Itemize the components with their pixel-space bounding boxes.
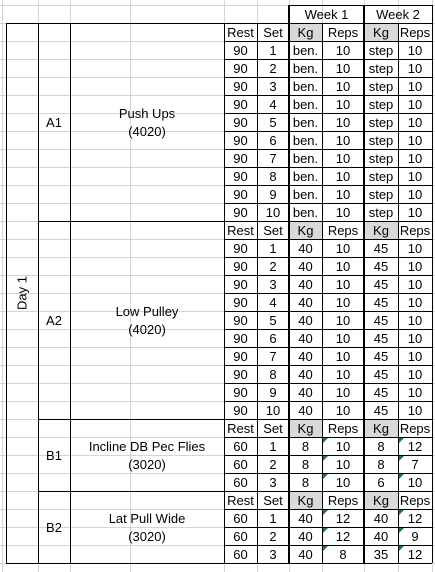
header-reps-week1: Reps bbox=[327, 420, 359, 436]
cell-border bbox=[224, 41, 432, 42]
reps-week2: 10 bbox=[407, 240, 423, 256]
kg-week2: 45 bbox=[373, 384, 389, 400]
kg-week1: 40 bbox=[298, 294, 313, 310]
reps-week1: 10 bbox=[335, 78, 351, 94]
reps-week2: 10 bbox=[407, 60, 423, 76]
kg-week1: ben. bbox=[292, 60, 319, 76]
header-set: Set bbox=[263, 222, 283, 238]
cell-note-marker bbox=[323, 456, 328, 461]
reps-week2: 10 bbox=[407, 204, 423, 220]
reps-week2: 12 bbox=[407, 546, 423, 562]
cell-note-marker bbox=[323, 438, 328, 443]
cell-note-marker bbox=[399, 528, 404, 533]
reps-week2: 10 bbox=[407, 96, 423, 112]
cell-border bbox=[322, 23, 323, 563]
cell-border bbox=[224, 77, 432, 78]
rest-value: 90 bbox=[233, 186, 248, 202]
set-number: 1 bbox=[269, 438, 277, 454]
cell-border bbox=[70, 23, 71, 563]
reps-week1: 10 bbox=[335, 294, 351, 310]
kg-week2: step bbox=[368, 114, 394, 130]
rest-value: 90 bbox=[233, 330, 248, 346]
reps-week1: 10 bbox=[335, 114, 351, 130]
kg-week1: 40 bbox=[298, 276, 313, 292]
rest-value: 90 bbox=[233, 114, 248, 130]
set-number: 4 bbox=[269, 294, 277, 310]
header-reps-week1: Reps bbox=[327, 222, 359, 238]
header-kg-week1: Kg bbox=[297, 420, 314, 436]
exercise-tempo: (3020) bbox=[128, 456, 166, 472]
rest-value: 60 bbox=[233, 510, 248, 526]
reps-week1: 10 bbox=[335, 258, 351, 274]
reps-week2: 10 bbox=[407, 348, 423, 364]
cell-border bbox=[432, 5, 433, 23]
reps-week1: 12 bbox=[335, 528, 351, 544]
set-number: 3 bbox=[269, 474, 277, 490]
kg-week1: ben. bbox=[292, 114, 319, 130]
kg-week2: 45 bbox=[373, 348, 389, 364]
rest-value: 90 bbox=[233, 168, 248, 184]
kg-week1: ben. bbox=[292, 132, 319, 148]
reps-week2: 10 bbox=[407, 186, 423, 202]
reps-week2: 10 bbox=[407, 384, 423, 400]
reps-week2: 10 bbox=[407, 258, 423, 274]
exercise-code: B1 bbox=[46, 447, 62, 463]
cell-border bbox=[70, 23, 224, 24]
header-rest: Rest bbox=[227, 492, 254, 508]
set-number: 1 bbox=[269, 510, 277, 526]
set-number: 1 bbox=[269, 240, 277, 256]
reps-week1: 10 bbox=[335, 384, 351, 400]
cell-border bbox=[224, 167, 432, 168]
cell-border bbox=[289, 23, 290, 563]
exercise-tempo: (4020) bbox=[128, 321, 166, 337]
rest-value: 90 bbox=[233, 96, 248, 112]
set-number: 7 bbox=[269, 150, 277, 166]
reps-week1: 10 bbox=[335, 150, 351, 166]
kg-week1: ben. bbox=[292, 186, 319, 202]
set-number: 9 bbox=[269, 186, 277, 202]
rest-value: 90 bbox=[233, 348, 248, 364]
cell-border bbox=[432, 23, 433, 563]
kg-week2: 45 bbox=[373, 276, 389, 292]
set-number: 10 bbox=[265, 204, 281, 220]
header-kg-week2: Kg bbox=[373, 24, 389, 40]
week-header-2: Week 2 bbox=[376, 6, 420, 22]
kg-week1: 40 bbox=[298, 258, 313, 274]
cell-note-marker bbox=[399, 438, 404, 443]
kg-week2: 45 bbox=[373, 402, 389, 418]
cell-border bbox=[224, 113, 432, 114]
set-number: 10 bbox=[265, 402, 281, 418]
kg-week1: 40 bbox=[298, 330, 313, 346]
kg-week1: ben. bbox=[292, 78, 319, 94]
cell-border bbox=[224, 311, 432, 312]
reps-week2: 10 bbox=[407, 366, 423, 382]
kg-week1: ben. bbox=[292, 42, 319, 58]
set-number: 2 bbox=[269, 60, 277, 76]
week-header-1: Week 1 bbox=[304, 6, 349, 22]
cell-border bbox=[398, 23, 399, 563]
reps-week2: 10 bbox=[407, 402, 423, 418]
cell-border bbox=[224, 365, 432, 366]
set-number: 3 bbox=[269, 78, 277, 94]
exercise-tempo: (3020) bbox=[128, 528, 166, 544]
header-kg-week2: Kg bbox=[373, 420, 389, 436]
rest-value: 60 bbox=[233, 438, 248, 454]
kg-week2: 45 bbox=[373, 366, 389, 382]
cell-border bbox=[363, 5, 364, 563]
header-kg-week1: Kg bbox=[297, 24, 314, 40]
reps-week1: 10 bbox=[335, 96, 351, 112]
cell-border bbox=[257, 23, 258, 563]
exercise-name: Low Pulley bbox=[115, 303, 179, 319]
reps-week1: 10 bbox=[335, 132, 351, 148]
exercise-name: Push Ups bbox=[118, 105, 176, 121]
kg-week1: 40 bbox=[298, 312, 313, 328]
header-set: Set bbox=[263, 420, 283, 436]
cell-border bbox=[70, 221, 224, 222]
rest-value: 90 bbox=[233, 294, 248, 310]
reps-week1: 10 bbox=[335, 168, 351, 184]
cell-border bbox=[224, 239, 432, 240]
kg-week1: 40 bbox=[298, 402, 313, 418]
cell-border bbox=[224, 347, 432, 348]
day-label: Day 1 bbox=[14, 276, 30, 310]
set-number: 2 bbox=[269, 528, 277, 544]
kg-week2: 45 bbox=[373, 330, 389, 346]
header-set: Set bbox=[263, 492, 283, 508]
header-kg-week1: Kg bbox=[297, 222, 314, 238]
cell-border bbox=[364, 23, 365, 563]
kg-week2: step bbox=[368, 132, 394, 148]
exercise-code: A1 bbox=[46, 114, 62, 130]
rest-value: 90 bbox=[233, 366, 248, 382]
reps-week2: 10 bbox=[407, 294, 423, 310]
rest-value: 90 bbox=[233, 402, 248, 418]
kg-week2: step bbox=[368, 186, 394, 202]
rest-value: 60 bbox=[233, 528, 248, 544]
reps-week2: 10 bbox=[407, 168, 423, 184]
set-number: 2 bbox=[269, 456, 277, 472]
kg-week2: 8 bbox=[377, 456, 385, 472]
header-set: Set bbox=[263, 24, 283, 40]
header-rest: Rest bbox=[227, 420, 254, 436]
cell-border bbox=[38, 23, 70, 24]
exercise-name: Lat Pull Wide bbox=[108, 510, 186, 526]
reps-week2: 10 bbox=[407, 132, 423, 148]
cell-border bbox=[224, 257, 432, 258]
cell-border bbox=[289, 5, 290, 23]
kg-week1: ben. bbox=[292, 96, 319, 112]
reps-week1: 10 bbox=[335, 276, 351, 292]
kg-week1: 40 bbox=[298, 510, 313, 526]
set-number: 7 bbox=[269, 348, 277, 364]
rest-value: 60 bbox=[233, 474, 248, 490]
kg-week1: 40 bbox=[298, 366, 313, 382]
reps-week1: 10 bbox=[335, 474, 351, 490]
cell-note-marker bbox=[323, 528, 328, 533]
rest-value: 90 bbox=[233, 78, 248, 94]
kg-week2: 40 bbox=[373, 510, 389, 526]
header-reps-week2: Reps bbox=[399, 24, 431, 40]
kg-week1: 8 bbox=[301, 456, 310, 472]
header-kg-week2: Kg bbox=[373, 222, 389, 238]
kg-week2: step bbox=[368, 150, 394, 166]
reps-week2: 10 bbox=[407, 78, 423, 94]
cell-border bbox=[224, 149, 432, 150]
rest-value: 90 bbox=[233, 258, 248, 274]
cell-border bbox=[224, 131, 432, 132]
kg-week2: step bbox=[368, 168, 394, 184]
header-reps-week1: Reps bbox=[327, 24, 359, 40]
header-rest: Rest bbox=[227, 222, 254, 238]
reps-week1: 10 bbox=[335, 456, 351, 472]
kg-week2: step bbox=[368, 42, 394, 58]
kg-week1: ben. bbox=[292, 204, 319, 220]
rest-value: 90 bbox=[233, 42, 248, 58]
set-number: 8 bbox=[269, 366, 277, 382]
reps-week1: 10 bbox=[335, 204, 351, 220]
kg-week2: 35 bbox=[373, 546, 389, 562]
kg-week2: step bbox=[368, 78, 394, 94]
kg-week2: 45 bbox=[373, 240, 389, 256]
reps-week2: 12 bbox=[407, 510, 423, 526]
set-number: 8 bbox=[269, 168, 277, 184]
kg-week2: 8 bbox=[377, 438, 385, 454]
cell-border bbox=[38, 491, 70, 492]
set-number: 9 bbox=[269, 384, 277, 400]
reps-week1: 10 bbox=[335, 42, 351, 58]
header-reps-week2: Reps bbox=[399, 222, 431, 238]
cell-note-marker bbox=[399, 546, 404, 551]
reps-week1: 8 bbox=[339, 546, 347, 562]
cell-border bbox=[70, 419, 224, 420]
reps-week2: 10 bbox=[407, 150, 423, 166]
reps-week1: 10 bbox=[335, 438, 351, 454]
kg-week1: ben. bbox=[292, 168, 319, 184]
cell-note-marker bbox=[399, 510, 404, 515]
set-number: 1 bbox=[269, 42, 277, 58]
cell-border bbox=[224, 203, 432, 204]
cell-border bbox=[6, 563, 38, 564]
kg-week2: 45 bbox=[373, 294, 389, 310]
kg-week2: step bbox=[368, 204, 394, 220]
cell-border bbox=[224, 329, 432, 330]
cell-border bbox=[224, 221, 432, 222]
kg-week1: 40 bbox=[298, 528, 313, 544]
cell-border bbox=[224, 419, 432, 420]
cell-border bbox=[289, 5, 432, 6]
rest-value: 90 bbox=[233, 204, 248, 220]
set-number: 3 bbox=[269, 546, 277, 562]
reps-week2: 10 bbox=[407, 474, 423, 490]
kg-week1: 40 bbox=[298, 384, 313, 400]
cell-border bbox=[224, 23, 225, 563]
cell-border bbox=[224, 95, 432, 96]
cell-border bbox=[70, 491, 224, 492]
kg-week1: 40 bbox=[298, 546, 313, 562]
rest-value: 90 bbox=[233, 150, 248, 166]
cell-border bbox=[38, 419, 70, 420]
rest-value: 90 bbox=[233, 384, 248, 400]
rest-value: 60 bbox=[233, 456, 248, 472]
set-number: 4 bbox=[269, 96, 277, 112]
header-reps-week2: Reps bbox=[399, 420, 431, 436]
cell-border bbox=[364, 5, 365, 23]
kg-week1: 8 bbox=[301, 438, 310, 454]
kg-week1: 40 bbox=[298, 348, 313, 364]
kg-week2: 45 bbox=[373, 312, 389, 328]
cell-note-marker bbox=[399, 474, 404, 479]
reps-week1: 10 bbox=[335, 402, 351, 418]
exercise-code: A2 bbox=[46, 312, 62, 328]
cell-border bbox=[288, 5, 289, 563]
reps-week1: 10 bbox=[335, 330, 351, 346]
kg-week2: step bbox=[368, 96, 394, 112]
reps-week1: 10 bbox=[335, 366, 351, 382]
reps-week1: 10 bbox=[335, 60, 351, 76]
header-rest: Rest bbox=[227, 24, 254, 40]
cell-border bbox=[38, 23, 39, 563]
cell-note-marker bbox=[323, 474, 328, 479]
cell-border bbox=[224, 275, 432, 276]
exercise-code: B2 bbox=[46, 519, 62, 535]
kg-week1: 40 bbox=[298, 240, 313, 256]
exercise-name: Incline DB Pec Flies bbox=[88, 438, 206, 454]
rest-value: 60 bbox=[233, 546, 248, 562]
reps-week1: 10 bbox=[335, 312, 351, 328]
reps-week2: 10 bbox=[407, 42, 423, 58]
set-number: 5 bbox=[269, 114, 277, 130]
reps-week1: 10 bbox=[335, 348, 351, 364]
reps-week2: 10 bbox=[407, 312, 423, 328]
set-number: 2 bbox=[269, 258, 277, 274]
cell-border bbox=[224, 185, 432, 186]
cell-note-marker bbox=[399, 456, 404, 461]
rest-value: 90 bbox=[233, 132, 248, 148]
reps-week1: 12 bbox=[335, 510, 351, 526]
cell-border bbox=[6, 23, 7, 563]
cell-note-marker bbox=[323, 510, 328, 515]
reps-week2: 10 bbox=[407, 330, 423, 346]
set-number: 5 bbox=[269, 312, 277, 328]
cell-border bbox=[224, 293, 432, 294]
kg-week1: 8 bbox=[301, 474, 310, 490]
header-kg-week2: Kg bbox=[373, 492, 389, 508]
reps-week1: 10 bbox=[335, 240, 351, 256]
cell-note-marker bbox=[323, 546, 328, 551]
kg-week2: 6 bbox=[377, 474, 385, 490]
cell-border bbox=[224, 383, 432, 384]
reps-week2: 7 bbox=[411, 456, 419, 472]
set-number: 6 bbox=[269, 330, 277, 346]
header-reps-week1: Reps bbox=[327, 492, 359, 508]
cell-border bbox=[38, 221, 70, 222]
exercise-tempo: (4020) bbox=[128, 123, 166, 139]
set-number: 6 bbox=[269, 132, 277, 148]
rest-value: 90 bbox=[233, 240, 248, 256]
kg-week2: 45 bbox=[373, 258, 389, 274]
kg-week1: ben. bbox=[292, 150, 319, 166]
rest-value: 90 bbox=[233, 312, 248, 328]
cell-border bbox=[224, 23, 432, 24]
reps-week2: 10 bbox=[407, 114, 423, 130]
rest-value: 90 bbox=[233, 60, 248, 76]
cell-border bbox=[224, 401, 432, 402]
kg-week2: 40 bbox=[373, 528, 389, 544]
reps-week1: 10 bbox=[335, 186, 351, 202]
cell-border bbox=[38, 563, 432, 564]
cell-border bbox=[224, 491, 432, 492]
cell-border bbox=[6, 23, 38, 24]
reps-week2: 9 bbox=[411, 528, 419, 544]
header-kg-week1: Kg bbox=[297, 492, 314, 508]
reps-week2: 10 bbox=[407, 276, 423, 292]
rest-value: 90 bbox=[233, 276, 248, 292]
kg-week2: step bbox=[368, 60, 394, 76]
cell-border bbox=[224, 59, 432, 60]
header-reps-week2: Reps bbox=[399, 492, 431, 508]
reps-week2: 12 bbox=[407, 438, 423, 454]
set-number: 3 bbox=[269, 276, 277, 292]
